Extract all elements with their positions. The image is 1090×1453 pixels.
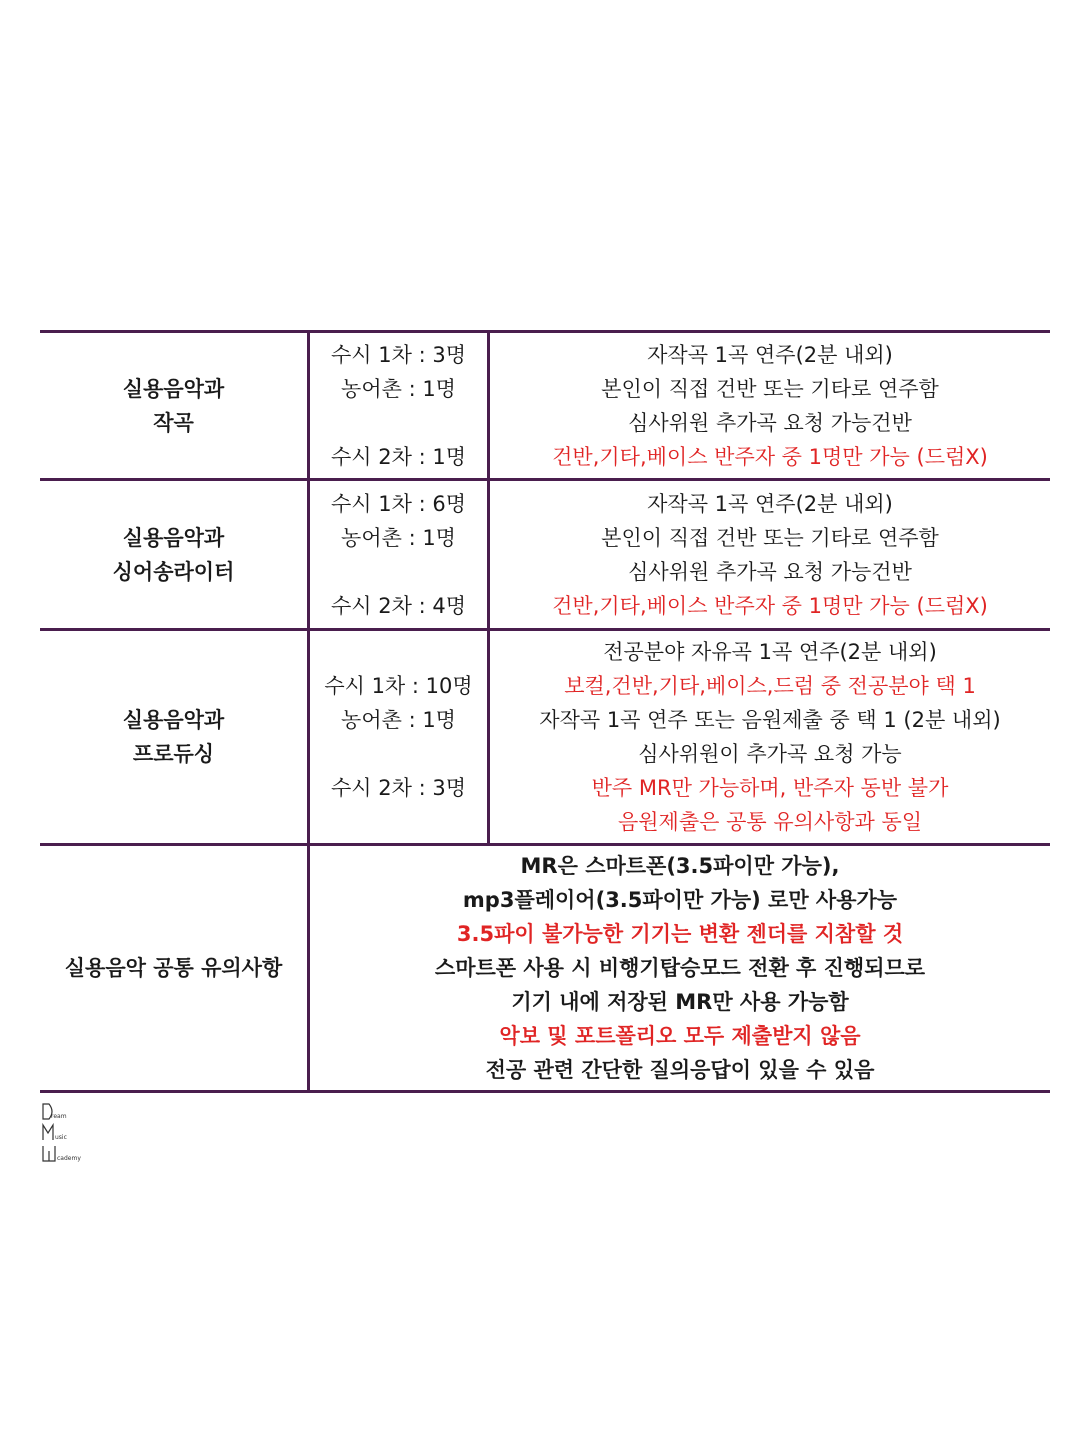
common-notes-title-cell xyxy=(40,846,310,1090)
requirements-cell xyxy=(490,631,1050,843)
quota-spacer xyxy=(310,737,487,771)
quota-line: 농어촌 : 1명 xyxy=(341,708,456,732)
logo-a-mark xyxy=(43,1146,55,1161)
department-name: 실용음악과 xyxy=(122,708,225,732)
requirement-line: 전공분야 자유곡 1곡 연주(2분 내외) xyxy=(603,640,937,664)
requirement-line-highlight: 건반,기타,베이스 반주자 중 1명만 가능 (드럼X) xyxy=(552,593,988,618)
quota-cell xyxy=(310,333,490,478)
requirement-line: 심사위원 추가곡 요청 가능건반 xyxy=(628,410,912,435)
requirement-line: 본인이 직접 건반 또는 기타로 연주함 xyxy=(601,376,939,401)
common-notes-title: 실용음악 공통 유의사항 xyxy=(64,956,283,980)
logo-line-dream: ream xyxy=(51,1113,67,1120)
logo-m-mark xyxy=(43,1125,53,1140)
department-major: 싱어송라이터 xyxy=(112,559,235,584)
quota-cell xyxy=(310,481,490,628)
requirement-line: 심사위원 추가곡 요청 가능건반 xyxy=(628,559,912,584)
common-note-highlight: 악보 및 포트폴리오 모두 제출받지 않음 xyxy=(499,1024,861,1048)
requirement-line-highlight: 반주 MR만 가능하며, 반주자 동반 불가 xyxy=(591,776,949,800)
requirement-line-highlight: 음원제출은 공통 유의사항과 동일 xyxy=(617,810,923,834)
quota-line: 수시 2차 : 3명 xyxy=(331,776,466,800)
table-row xyxy=(40,628,1050,843)
quota-line: 농어촌 : 1명 xyxy=(341,525,456,550)
quota-spacer xyxy=(310,406,487,440)
quota-line: 수시 1차 : 3명 xyxy=(331,342,466,367)
requirement-line: 본인이 직접 건반 또는 기타로 연주함 xyxy=(601,525,939,550)
common-note: 전공 관련 간단한 질의응답이 있을 수 있음 xyxy=(485,1058,875,1082)
requirement-line: 자작곡 1곡 연주(2분 내외) xyxy=(647,342,893,367)
common-notes-row xyxy=(40,843,1050,1093)
quota-cell xyxy=(310,631,490,843)
requirement-line: 자작곡 1곡 연주 또는 음원제출 중 택 1 (2분 내외) xyxy=(539,708,1001,732)
department-name: 실용음악과 xyxy=(122,376,225,401)
common-note: 스마트폰 사용 시 비행기탑승모드 전환 후 진행되므로 xyxy=(434,956,926,980)
common-note: MR은 스마트폰(3.5파이만 가능), xyxy=(520,854,840,878)
common-note: 기기 내에 저장된 MR만 사용 가능함 xyxy=(511,990,849,1014)
admission-table xyxy=(40,330,1050,1093)
department-name: 실용음악과 xyxy=(122,525,225,550)
requirements-cell xyxy=(490,333,1050,478)
quota-spacer xyxy=(310,555,487,589)
common-notes-cell xyxy=(310,846,1050,1090)
requirements-cell xyxy=(490,481,1050,628)
requirement-line: 자작곡 1곡 연주(2분 내외) xyxy=(647,491,893,516)
quota-line: 수시 2차 : 4명 xyxy=(331,593,466,618)
logo-line-music: usic xyxy=(55,1134,67,1141)
requirement-line: 심사위원이 추가곡 요청 가능 xyxy=(638,742,902,766)
table-row xyxy=(40,478,1050,628)
department-cell xyxy=(40,481,310,628)
dream-music-academy-logo xyxy=(40,1102,100,1164)
quota-line: 수시 1차 : 10명 xyxy=(324,674,473,698)
quota-line: 수시 1차 : 6명 xyxy=(331,491,466,516)
quota-line: 수시 2차 : 1명 xyxy=(331,444,466,469)
department-cell xyxy=(40,333,310,478)
table-row xyxy=(40,330,1050,478)
department-cell xyxy=(40,631,310,843)
logo-line-academy: cademy xyxy=(57,1155,81,1162)
common-note-highlight: 3.5파이 불가능한 기기는 변환 젠더를 지참할 것 xyxy=(456,922,904,946)
requirement-line-highlight: 보컬,건반,기타,베이스,드럼 중 전공분야 택 1 xyxy=(564,674,976,698)
department-major: 프로듀싱 xyxy=(132,742,215,766)
common-note: mp3플레이어(3.5파이만 가능) 로만 사용가능 xyxy=(462,888,898,912)
quota-line: 농어촌 : 1명 xyxy=(341,376,456,401)
requirement-line-highlight: 건반,기타,베이스 반주자 중 1명만 가능 (드럼X) xyxy=(552,444,988,469)
department-major: 작곡 xyxy=(153,410,194,435)
